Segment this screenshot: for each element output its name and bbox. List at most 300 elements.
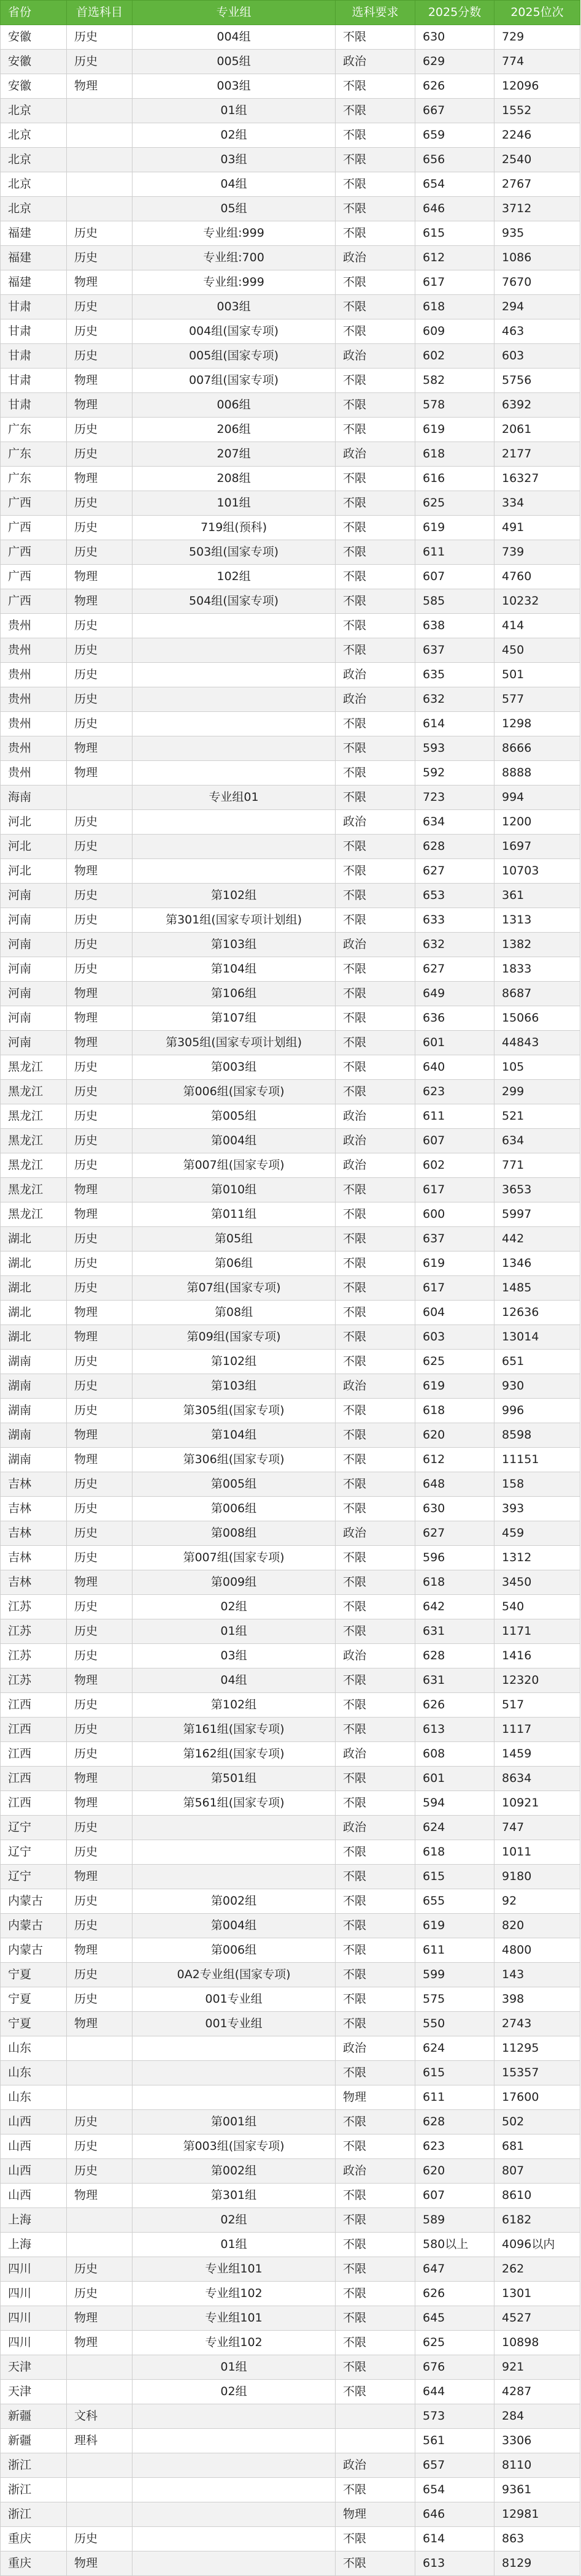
cell-rank: 92 <box>494 1889 580 1914</box>
cell-major-group: 005组 <box>133 50 336 74</box>
cell-province: 四川 <box>1 2306 67 2331</box>
cell-major-group: 0A2专业组(国家专项) <box>133 1963 336 1987</box>
cell-subject: 历史 <box>67 295 133 319</box>
cell-requirement: 不限 <box>336 589 415 614</box>
cell-requirement: 不限 <box>336 1914 415 1938</box>
cell-requirement: 不限 <box>336 1497 415 1521</box>
table-row <box>1 2036 580 2061</box>
cell-requirement: 不限 <box>336 2527 415 2551</box>
cell-score: 600 <box>415 1202 494 1227</box>
cell-requirement: 不限 <box>336 1301 415 1325</box>
cell-province: 山西 <box>1 2159 67 2184</box>
cell-score: 582 <box>415 369 494 393</box>
cell-province: 甘肃 <box>1 369 67 393</box>
table-row <box>1 1276 580 1301</box>
cell-rank: 774 <box>494 50 580 74</box>
cell-major-group <box>133 2061 336 2085</box>
cell-score: 613 <box>415 2551 494 2576</box>
cell-province: 天津 <box>1 2355 67 2380</box>
cell-major-group: 04组 <box>133 172 336 197</box>
cell-province: 湖北 <box>1 1227 67 1252</box>
cell-rank: 1301 <box>494 2282 580 2306</box>
cell-major-group: 003组 <box>133 295 336 319</box>
cell-province: 北京 <box>1 99 67 123</box>
cell-province: 江苏 <box>1 1668 67 1693</box>
cell-subject: 历史 <box>67 1914 133 1938</box>
cell-score: 676 <box>415 2355 494 2380</box>
cell-major-group: 第301组(国家专项计划组) <box>133 908 336 933</box>
cell-score: 592 <box>415 761 494 785</box>
cell-subject: 历史 <box>67 1129 133 1153</box>
cell-score: 637 <box>415 638 494 663</box>
cell-rank: 334 <box>494 491 580 516</box>
cell-rank: 603 <box>494 344 580 369</box>
cell-rank: 11151 <box>494 1448 580 1472</box>
cell-requirement: 不限 <box>336 982 415 1006</box>
cell-major-group: 第002组 <box>133 2159 336 2184</box>
table-row <box>1 442 580 467</box>
cell-score: 627 <box>415 957 494 982</box>
cell-requirement: 不限 <box>336 1325 415 1350</box>
cell-subject: 历史 <box>67 1742 133 1767</box>
table-row <box>1 859 580 884</box>
cell-province: 黑龙江 <box>1 1080 67 1104</box>
cell-requirement: 不限 <box>336 2135 415 2159</box>
table-row <box>1 1668 580 1693</box>
cell-score: 626 <box>415 1693 494 1718</box>
cell-requirement: 不限 <box>336 418 415 442</box>
cell-score: 612 <box>415 246 494 270</box>
table-row <box>1 565 580 589</box>
cell-rank: 393 <box>494 1497 580 1521</box>
table-row <box>1 319 580 344</box>
cell-score: 635 <box>415 663 494 687</box>
table-row <box>1 1987 580 2012</box>
table-row <box>1 516 580 540</box>
cell-subject: 历史 <box>67 1521 133 1546</box>
cell-province: 天津 <box>1 2380 67 2404</box>
cell-subject: 物理 <box>67 2551 133 2576</box>
cell-rank: 502 <box>494 2110 580 2135</box>
cell-province: 贵州 <box>1 736 67 761</box>
cell-rank: 729 <box>494 25 580 50</box>
cell-province: 贵州 <box>1 712 67 736</box>
cell-subject: 历史 <box>67 1718 133 1742</box>
cell-rank: 930 <box>494 1374 580 1399</box>
cell-subject <box>67 197 133 221</box>
cell-subject: 历史 <box>67 540 133 565</box>
cell-requirement: 不限 <box>336 1963 415 1987</box>
cell-requirement: 不限 <box>336 884 415 908</box>
cell-province: 山东 <box>1 2085 67 2110</box>
table-row <box>1 1129 580 1153</box>
cell-rank: 739 <box>494 540 580 565</box>
cell-subject: 物理 <box>67 2184 133 2208</box>
cell-score: 723 <box>415 785 494 810</box>
cell-major-group: 第306组(国家专项) <box>133 1448 336 1472</box>
cell-score: 612 <box>415 1448 494 1472</box>
table-row <box>1 1619 580 1644</box>
table-row <box>1 246 580 270</box>
cell-score: 630 <box>415 25 494 50</box>
cell-province: 重庆 <box>1 2551 67 2576</box>
cell-subject: 物理 <box>67 1570 133 1595</box>
table-row <box>1 25 580 50</box>
cell-major-group: 04组 <box>133 1668 336 1693</box>
cell-requirement: 不限 <box>336 957 415 982</box>
table-row <box>1 1301 580 1325</box>
cell-requirement: 不限 <box>336 1840 415 1865</box>
cell-province: 广西 <box>1 540 67 565</box>
table-row <box>1 99 580 123</box>
cell-score: 615 <box>415 221 494 246</box>
table-row <box>1 491 580 516</box>
cell-province: 宁夏 <box>1 1963 67 1987</box>
cell-subject: 文科 <box>67 2404 133 2429</box>
cell-rank: 12096 <box>494 74 580 99</box>
cell-subject <box>67 2355 133 2380</box>
cell-score: 625 <box>415 1350 494 1374</box>
cell-rank: 9361 <box>494 2478 580 2502</box>
cell-major-group: 102组 <box>133 565 336 589</box>
cell-major-group: 第161组(国家专项) <box>133 1718 336 1742</box>
cell-province: 湖北 <box>1 1301 67 1325</box>
cell-rank: 2177 <box>494 442 580 467</box>
cell-score: 594 <box>415 1791 494 1816</box>
cell-province: 湖北 <box>1 1252 67 1276</box>
cell-province: 辽宁 <box>1 1840 67 1865</box>
cell-requirement: 不限 <box>336 197 415 221</box>
cell-requirement: 不限 <box>336 1938 415 1963</box>
cell-major-group <box>133 1865 336 1889</box>
cell-major-group: 01组 <box>133 1619 336 1644</box>
cell-rank: 1459 <box>494 1742 580 1767</box>
cell-subject: 历史 <box>67 1889 133 1914</box>
cell-rank: 463 <box>494 319 580 344</box>
cell-rank: 10703 <box>494 859 580 884</box>
cell-requirement: 不限 <box>336 1718 415 1742</box>
cell-rank: 1312 <box>494 1546 580 1570</box>
cell-score: 618 <box>415 1570 494 1595</box>
cell-subject: 物理 <box>67 1423 133 1448</box>
cell-subject: 历史 <box>67 1252 133 1276</box>
cell-province: 山西 <box>1 2110 67 2135</box>
cell-province: 浙江 <box>1 2502 67 2527</box>
cell-rank: 935 <box>494 221 580 246</box>
cell-score: 602 <box>415 344 494 369</box>
table-row <box>1 2380 580 2404</box>
cell-score: 625 <box>415 2331 494 2355</box>
cell-requirement: 不限 <box>336 2184 415 2208</box>
cell-province: 北京 <box>1 148 67 172</box>
cell-province: 北京 <box>1 172 67 197</box>
cell-subject: 历史 <box>67 1546 133 1570</box>
cell-requirement: 不限 <box>336 2478 415 2502</box>
cell-rank: 1552 <box>494 99 580 123</box>
cell-requirement: 不限 <box>336 1693 415 1718</box>
table-row <box>1 1227 580 1252</box>
cell-subject: 历史 <box>67 1963 133 1987</box>
cell-requirement: 不限 <box>336 1423 415 1448</box>
cell-rank: 1086 <box>494 246 580 270</box>
cell-major-group: 第006组(国家专项) <box>133 1080 336 1104</box>
cell-rank: 577 <box>494 687 580 712</box>
cell-requirement: 政治 <box>336 1644 415 1668</box>
cell-score: 607 <box>415 1129 494 1153</box>
cell-rank: 1313 <box>494 908 580 933</box>
cell-score: 618 <box>415 1840 494 1865</box>
cell-major-group <box>133 2551 336 2576</box>
cell-subject: 历史 <box>67 1350 133 1374</box>
cell-major-group: 第103组 <box>133 933 336 957</box>
cell-subject: 物理 <box>67 565 133 589</box>
cell-major-group: 专业组:700 <box>133 246 336 270</box>
cell-province: 河北 <box>1 859 67 884</box>
cell-requirement: 不限 <box>336 1178 415 1202</box>
cell-requirement: 政治 <box>336 1104 415 1129</box>
table-row <box>1 2453 580 2478</box>
cell-rank: 2767 <box>494 172 580 197</box>
table-row <box>1 1423 580 1448</box>
table-row <box>1 835 580 859</box>
cell-subject: 历史 <box>67 687 133 712</box>
cell-province: 北京 <box>1 123 67 148</box>
table-row <box>1 1325 580 1350</box>
cell-score: 617 <box>415 1178 494 1202</box>
cell-province: 甘肃 <box>1 393 67 418</box>
cell-requirement: 政治 <box>336 50 415 74</box>
cell-requirement: 不限 <box>336 2012 415 2036</box>
cell-rank: 284 <box>494 2404 580 2429</box>
cell-score: 630 <box>415 1497 494 1521</box>
cell-score: 611 <box>415 1938 494 1963</box>
table-row <box>1 2282 580 2306</box>
cell-province: 浙江 <box>1 2453 67 2478</box>
cell-score: 585 <box>415 589 494 614</box>
cell-rank: 2061 <box>494 418 580 442</box>
cell-rank: 8129 <box>494 2551 580 2576</box>
cell-score: 614 <box>415 712 494 736</box>
cell-province: 黑龙江 <box>1 1153 67 1178</box>
table-row <box>1 467 580 491</box>
cell-rank: 771 <box>494 1153 580 1178</box>
cell-requirement: 不限 <box>336 1472 415 1497</box>
cell-score: 631 <box>415 1619 494 1644</box>
cell-major-group: 第301组 <box>133 2184 336 2208</box>
table-row <box>1 1521 580 1546</box>
cell-requirement: 政治 <box>336 1816 415 1840</box>
cell-requirement: 不限 <box>336 1055 415 1080</box>
table-row <box>1 295 580 319</box>
table-row <box>1 957 580 982</box>
cell-score: 667 <box>415 99 494 123</box>
table-row <box>1 2110 580 2135</box>
cell-requirement: 不限 <box>336 859 415 884</box>
table-body <box>1 25 580 2576</box>
cell-major-group <box>133 810 336 835</box>
cell-rank: 361 <box>494 884 580 908</box>
cell-subject: 历史 <box>67 884 133 908</box>
cell-rank: 450 <box>494 638 580 663</box>
cell-rank: 17600 <box>494 2085 580 2110</box>
cell-province: 山东 <box>1 2036 67 2061</box>
table-row <box>1 2527 580 2551</box>
cell-requirement: 不限 <box>336 74 415 99</box>
cell-requirement: 不限 <box>336 1865 415 1889</box>
cell-subject: 历史 <box>67 319 133 344</box>
table-row <box>1 1570 580 1595</box>
cell-province: 辽宁 <box>1 1865 67 1889</box>
table-row <box>1 1546 580 1570</box>
cell-rank: 634 <box>494 1129 580 1153</box>
table-row <box>1 1938 580 1963</box>
cell-subject: 历史 <box>67 2527 133 2551</box>
cell-score: 620 <box>415 2159 494 2184</box>
cell-province: 湖北 <box>1 1276 67 1301</box>
table-row <box>1 2159 580 2184</box>
cell-rank: 6392 <box>494 393 580 418</box>
table-header-row <box>1 1 580 25</box>
cell-major-group: 第010组 <box>133 1178 336 1202</box>
cell-major-group: 专业组:999 <box>133 270 336 295</box>
table-row <box>1 1889 580 1914</box>
cell-rank: 6182 <box>494 2208 580 2233</box>
cell-score: 638 <box>415 614 494 638</box>
cell-major-group: 02组 <box>133 1595 336 1619</box>
cell-subject: 历史 <box>67 712 133 736</box>
cell-rank: 158 <box>494 1472 580 1497</box>
cell-requirement: 不限 <box>336 761 415 785</box>
cell-major-group: 专业组:999 <box>133 221 336 246</box>
cell-rank: 1416 <box>494 1644 580 1668</box>
cell-province: 湖南 <box>1 1374 67 1399</box>
cell-rank: 7670 <box>494 270 580 295</box>
cell-subject: 历史 <box>67 1080 133 1104</box>
cell-province: 广西 <box>1 516 67 540</box>
cell-subject <box>67 2453 133 2478</box>
cell-score: 645 <box>415 2306 494 2331</box>
cell-requirement: 不限 <box>336 1767 415 1791</box>
cell-requirement: 不限 <box>336 1006 415 1031</box>
table-row <box>1 123 580 148</box>
cell-major-group: 专业组01 <box>133 785 336 810</box>
table-row <box>1 2551 580 2576</box>
cell-major-group: 第006组 <box>133 1497 336 1521</box>
cell-rank: 13014 <box>494 1325 580 1350</box>
cell-score: 623 <box>415 2135 494 2159</box>
cell-requirement: 不限 <box>336 148 415 172</box>
cell-rank: 1298 <box>494 712 580 736</box>
cell-score: 654 <box>415 172 494 197</box>
table-row <box>1 1153 580 1178</box>
cell-requirement: 不限 <box>336 540 415 565</box>
cell-major-group: 第007组(国家专项) <box>133 1153 336 1178</box>
cell-requirement: 不限 <box>336 295 415 319</box>
cell-rank: 12981 <box>494 2502 580 2527</box>
table-row <box>1 687 580 712</box>
table-row <box>1 1006 580 1031</box>
cell-province: 贵州 <box>1 638 67 663</box>
table-row <box>1 1350 580 1374</box>
cell-requirement: 不限 <box>336 1570 415 1595</box>
cell-subject: 物理 <box>67 761 133 785</box>
cell-score: 637 <box>415 1227 494 1252</box>
cell-province: 河北 <box>1 835 67 859</box>
cell-score: 596 <box>415 1546 494 1570</box>
cell-requirement: 不限 <box>336 1595 415 1619</box>
cell-major-group: 001专业组 <box>133 1987 336 2012</box>
cell-province: 江西 <box>1 1767 67 1791</box>
cell-province: 福建 <box>1 221 67 246</box>
cell-score: 607 <box>415 2184 494 2208</box>
cell-rank: 1171 <box>494 1619 580 1644</box>
table-row <box>1 540 580 565</box>
cell-province: 浙江 <box>1 2478 67 2502</box>
cell-rank: 4800 <box>494 1938 580 1963</box>
cell-requirement: 物理 <box>336 2085 415 2110</box>
cell-subject: 历史 <box>67 835 133 859</box>
cell-requirement: 政治 <box>336 687 415 712</box>
cell-province: 甘肃 <box>1 319 67 344</box>
cell-subject: 物理 <box>67 982 133 1006</box>
cell-major-group <box>133 835 336 859</box>
cell-major-group: 第104组 <box>133 957 336 982</box>
table-row <box>1 1791 580 1816</box>
cell-requirement: 不限 <box>336 319 415 344</box>
cell-score: 615 <box>415 2061 494 2085</box>
table-row <box>1 638 580 663</box>
cell-rank: 299 <box>494 1080 580 1104</box>
cell-rank: 5756 <box>494 369 580 393</box>
cell-rank: 921 <box>494 2355 580 2380</box>
cell-subject: 理科 <box>67 2429 133 2453</box>
table-row <box>1 982 580 1006</box>
cell-score: 589 <box>415 2208 494 2233</box>
cell-requirement: 不限 <box>336 99 415 123</box>
cell-subject: 物理 <box>67 393 133 418</box>
cell-rank: 16327 <box>494 467 580 491</box>
cell-rank: 459 <box>494 1521 580 1546</box>
cell-requirement: 政治 <box>336 442 415 467</box>
cell-rank: 1833 <box>494 957 580 982</box>
cell-major-group: 第08组 <box>133 1301 336 1325</box>
cell-score: 601 <box>415 1767 494 1791</box>
cell-province: 河南 <box>1 884 67 908</box>
cell-province: 贵州 <box>1 614 67 638</box>
cell-rank: 44843 <box>494 1031 580 1055</box>
cell-subject: 历史 <box>67 1619 133 1644</box>
cell-province: 湖南 <box>1 1350 67 1374</box>
cell-subject: 历史 <box>67 1276 133 1301</box>
cell-requirement: 政治 <box>336 2036 415 2061</box>
cell-major-group: 004组(国家专项) <box>133 319 336 344</box>
table-row <box>1 2208 580 2233</box>
cell-rank: 8666 <box>494 736 580 761</box>
cell-subject <box>67 2208 133 2233</box>
cell-major-group: 001专业组 <box>133 2012 336 2036</box>
cell-rank: 807 <box>494 2159 580 2184</box>
header-rank: 2025位次 <box>494 1 580 25</box>
cell-subject: 历史 <box>67 344 133 369</box>
cell-subject: 物理 <box>67 1178 133 1202</box>
cell-requirement: 不限 <box>336 1987 415 2012</box>
cell-major-group: 01组 <box>133 2233 336 2257</box>
cell-subject: 历史 <box>67 221 133 246</box>
cell-rank: 1117 <box>494 1718 580 1742</box>
cell-subject <box>67 148 133 172</box>
cell-score: 659 <box>415 123 494 148</box>
cell-score: 646 <box>415 197 494 221</box>
